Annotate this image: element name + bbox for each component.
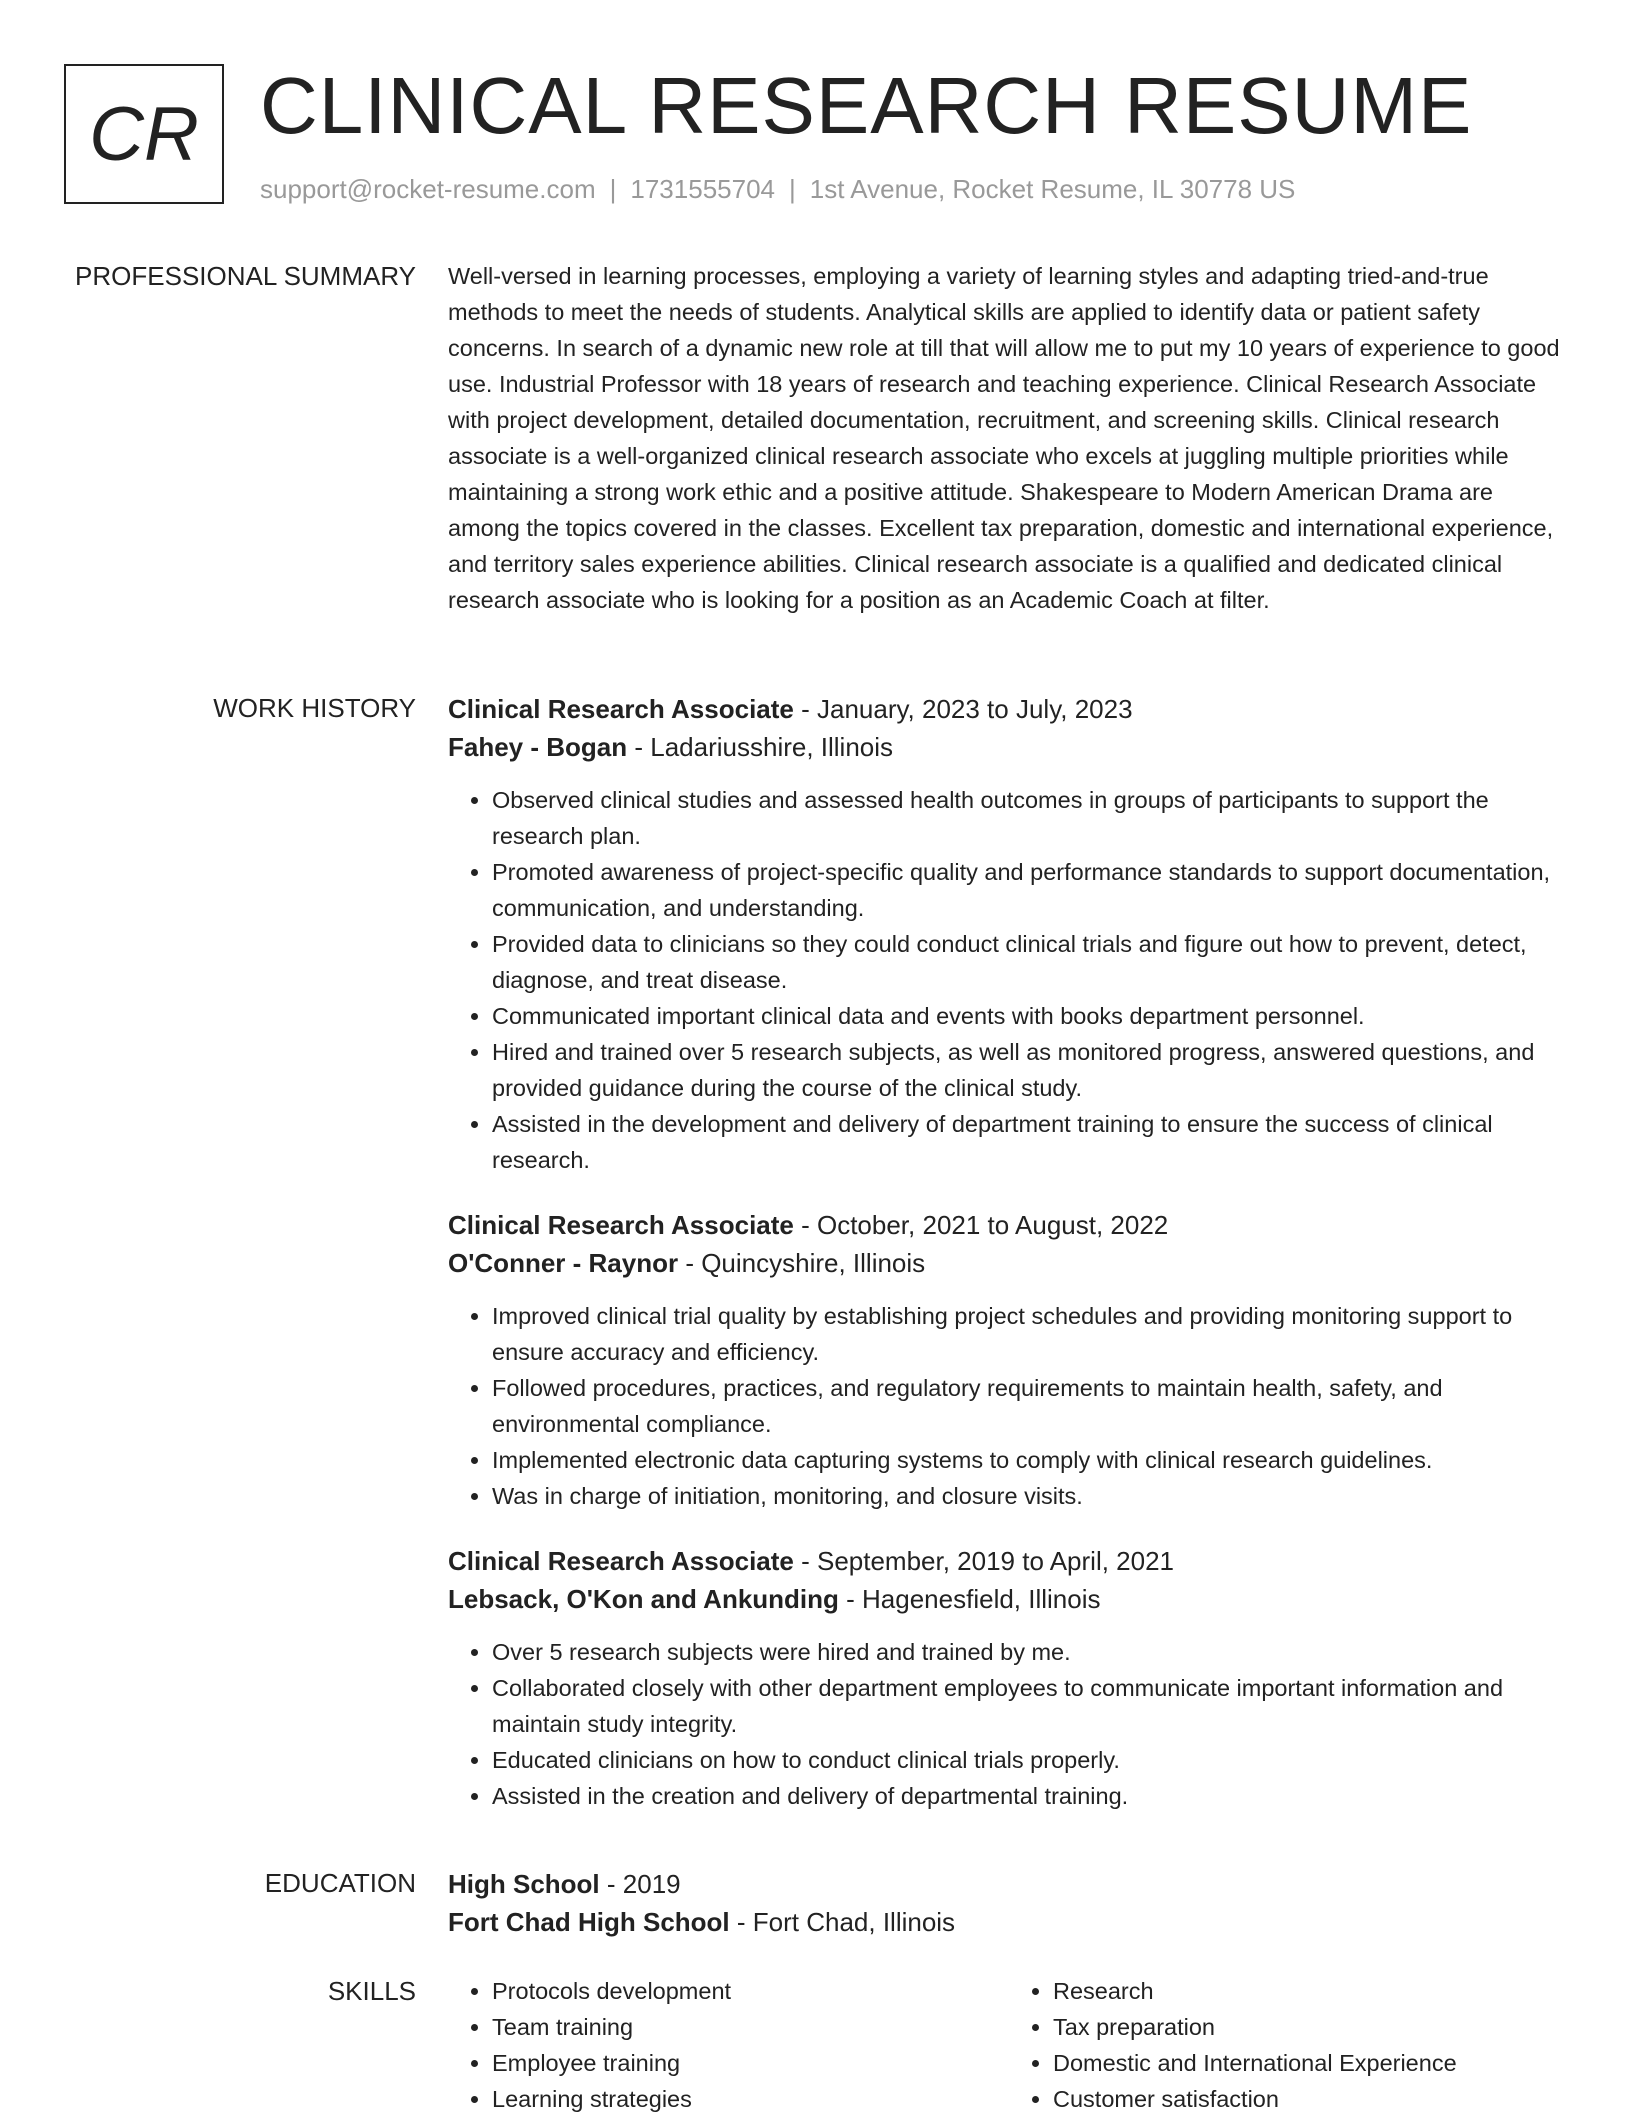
bullet-item: • Provided data to clinicians so they could conduct clinical trials and figure out how to prevent, detect, diagnose, and treat disease. bbox=[492, 926, 1570, 998]
skill-item: • Protocols development bbox=[492, 1973, 1009, 2009]
section-label-education: EDUCATION bbox=[264, 1868, 416, 1898]
contact-phone: 1731555704 bbox=[630, 174, 775, 204]
skill-item: • Learning strategies bbox=[492, 2081, 1009, 2117]
skill-item: • Team training bbox=[492, 2009, 1009, 2045]
bullet-item: • Over 5 research subjects were hired and trained by me. bbox=[492, 1634, 1570, 1670]
job-title: Clinical Research Associate bbox=[448, 694, 794, 724]
section-label-skills: SKILLS bbox=[327, 1976, 416, 2006]
separator: | bbox=[789, 174, 796, 204]
bullet-item: • Hired and trained over 5 research subjects, as well as monitored progress, answered questions, and provided guidance during the course of the clinical study. bbox=[492, 1034, 1570, 1106]
contact-email: support@rocket-resume.com bbox=[260, 174, 596, 204]
job-location: - Quincyshire, Illinois bbox=[678, 1248, 926, 1278]
job-bullets bbox=[448, 782, 1570, 1178]
education-degree: High School bbox=[448, 1869, 600, 1899]
page-title: CLINICAL RESEARCH RESUME bbox=[260, 61, 1473, 150]
resume-header bbox=[64, 61, 1584, 214]
education-year: - 2019 bbox=[599, 1869, 681, 1899]
job-title-line bbox=[448, 690, 1570, 728]
education-degree-line bbox=[448, 1865, 1570, 1903]
bullet-item: • Improved clinical trial quality by establishing project schedules and providing monitoring support to ensure accuracy and efficiency. bbox=[492, 1298, 1570, 1370]
section-label-summary: PROFESSIONAL SUMMARY bbox=[75, 261, 416, 291]
separator: | bbox=[609, 174, 617, 204]
job-title-line bbox=[448, 1542, 1570, 1580]
job-entry bbox=[448, 1206, 1570, 1514]
bullet-item: • Educated clinicians on how to conduct clinical trials properly. bbox=[492, 1742, 1570, 1778]
education-location: - Fort Chad, Illinois bbox=[729, 1907, 956, 1937]
bullet-item: • Assisted in the creation and delivery of departmental training. bbox=[492, 1778, 1570, 1814]
job-bullets bbox=[448, 1634, 1570, 1814]
skill-item: • Employee training bbox=[492, 2045, 1009, 2081]
education-school-line bbox=[448, 1903, 1570, 1941]
contact-address: 1st Avenue, Rocket Resume, IL 30778 US bbox=[809, 174, 1296, 204]
summary-text: Well-versed in learning processes, employing a variety of learning styles and adapting tried-and-true methods to meet the needs of students. Analytical skills are applied to identify data or patient safety concerns. In search of a dynamic new role at till that will allow me to put my 10 years of experience to good use. Industrial Professor with 18 years of research and teaching experience. Clinical Research Associate with project development, detailed documentation, recruitment, and screening skills. Clinical research associate is a well-organized clinical research associate who excels at juggling multiple priorities while maintaining a strong work ethic and a positive attitude. Shakespeare to Modern American Drama are among the topics covered in the classes. Excellent tax preparation, domestic and international experience, and territory sales experience abilities. Clinical research associate is a qualified and dedicated clinical research associate who is looking for a position as an Academic Coach at filter. bbox=[448, 263, 1560, 613]
bullet-item: • Communicated important clinical data and events with books department personnel. bbox=[492, 998, 1570, 1034]
job-company: O'Conner - Raynor bbox=[448, 1248, 679, 1278]
monogram-logo: CR bbox=[64, 64, 224, 204]
job-title-line bbox=[448, 1206, 1570, 1244]
bullet-item: • Promoted awareness of project-specific quality and performance standards to support documentation, communication, and understanding. bbox=[492, 854, 1570, 926]
skills-list-right bbox=[1009, 1973, 1570, 2117]
bullet-item: • Followed procedures, practices, and regulatory requirements to maintain health, safety, and environmental compliance. bbox=[492, 1370, 1570, 1442]
job-company: Lebsack, O'Kon and Ankunding bbox=[448, 1584, 839, 1614]
job-company-line bbox=[448, 1244, 1570, 1282]
bullet-item: • Was in charge of initiation, monitoring, and closure visits. bbox=[492, 1478, 1570, 1514]
contact-line bbox=[260, 174, 1295, 205]
skill-item: • Tax preparation bbox=[1053, 2009, 1570, 2045]
bullet-item: • Collaborated closely with other department employees to communicate important information and maintain study integrity. bbox=[492, 1670, 1570, 1742]
job-entry bbox=[448, 1542, 1570, 1814]
bullet-item: • Assisted in the development and delivery of department training to ensure the success of clinical research. bbox=[492, 1106, 1570, 1178]
job-location: - Hagenesfield, Illinois bbox=[838, 1584, 1101, 1614]
section-label-work: WORK HISTORY bbox=[213, 693, 416, 723]
job-location: - Ladariusshire, Illinois bbox=[627, 732, 894, 762]
skill-item: • Customer satisfaction bbox=[1053, 2081, 1570, 2117]
job-dates: - October, 2021 to August, 2022 bbox=[793, 1210, 1169, 1240]
job-dates: - January, 2023 to July, 2023 bbox=[793, 694, 1133, 724]
job-bullets bbox=[448, 1298, 1570, 1514]
job-title: Clinical Research Associate bbox=[448, 1546, 794, 1576]
education-school: Fort Chad High School bbox=[448, 1907, 730, 1937]
job-company-line bbox=[448, 1580, 1570, 1618]
job-entry bbox=[448, 690, 1570, 1178]
skills-list-left bbox=[448, 1973, 1009, 2117]
bullet-item: • Implemented electronic data capturing systems to comply with clinical research guidelines. bbox=[492, 1442, 1570, 1478]
skills-grid bbox=[448, 1973, 1570, 2117]
job-dates: - September, 2019 to April, 2021 bbox=[793, 1546, 1175, 1576]
bullet-item: • Observed clinical studies and assessed health outcomes in groups of participants to support the research plan. bbox=[492, 782, 1570, 854]
skill-item: • Research bbox=[1053, 1973, 1570, 2009]
job-company-line bbox=[448, 728, 1570, 766]
skill-item: • Domestic and International Experience bbox=[1053, 2045, 1570, 2081]
job-title: Clinical Research Associate bbox=[448, 1210, 794, 1240]
job-company: Fahey - Bogan bbox=[448, 732, 628, 762]
